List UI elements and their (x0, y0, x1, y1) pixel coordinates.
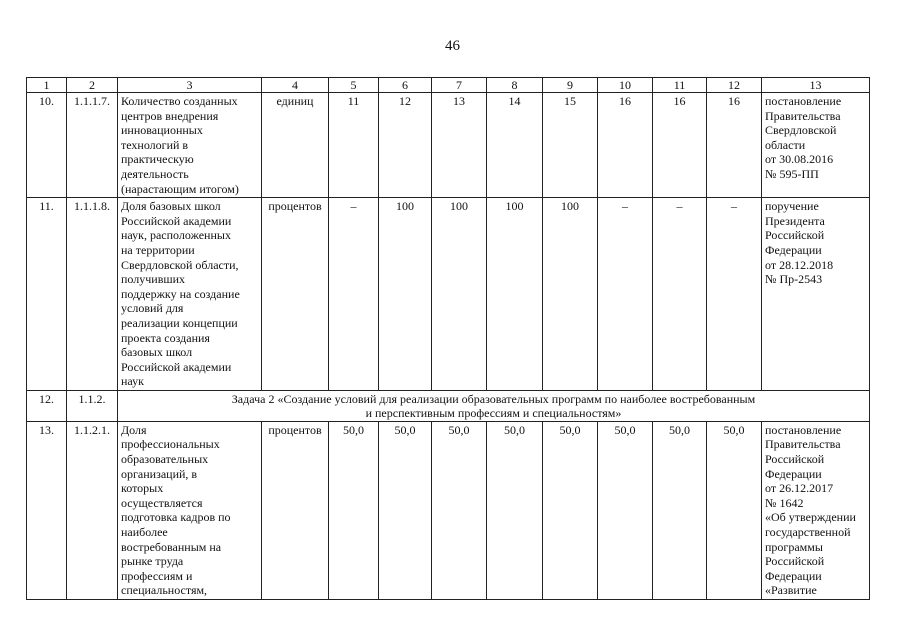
column-header: 2 (67, 78, 118, 93)
value-cell: 100 (487, 198, 543, 391)
value-cell: – (707, 198, 762, 391)
table-row (27, 198, 870, 391)
table-row (27, 93, 870, 198)
indicator-name: Количество созданных центров внедрения инновационных технологий в практическую деятельность (нарастающим итогом) (118, 93, 262, 198)
value-cell: 100 (379, 198, 432, 391)
row-number: 11. (27, 198, 67, 391)
basis-cell: постановление Правительства Российской Федерации от 26.12.2017 № 1642 «Об утверждении государственной программы Российской Федерации «Развитие (762, 421, 870, 599)
table-row (27, 390, 870, 421)
indicator-name: Доля базовых школ Российской академии наук, расположенных на территории Свердловской области, получивших поддержку на создание условий для реализации концепции проекта создания базовых школ Российской академии наук (118, 198, 262, 391)
column-header: 10 (598, 78, 653, 93)
basis-cell: постановление Правительства Свердловской области от 30.08.2016 № 595-ПП (762, 93, 870, 198)
value-cell: 50,0 (543, 421, 598, 599)
unit-cell: единиц (262, 93, 329, 198)
column-header: 7 (432, 78, 487, 93)
value-cell: 16 (653, 93, 707, 198)
value-cell: – (653, 198, 707, 391)
value-cell: 100 (543, 198, 598, 391)
value-cell: 100 (432, 198, 487, 391)
value-cell: 11 (329, 93, 379, 198)
value-cell: 16 (598, 93, 653, 198)
value-cell: 14 (487, 93, 543, 198)
table-row (27, 421, 870, 599)
value-cell: 50,0 (329, 421, 379, 599)
page-number: 46 (445, 38, 460, 54)
value-cell: 50,0 (707, 421, 762, 599)
unit-cell: процентов (262, 421, 329, 599)
value-cell: 16 (707, 93, 762, 198)
column-header: 8 (487, 78, 543, 93)
column-header: 4 (262, 78, 329, 93)
value-cell: – (329, 198, 379, 391)
column-header: 1 (27, 78, 67, 93)
value-cell: 50,0 (653, 421, 707, 599)
value-cell: 12 (379, 93, 432, 198)
column-header: 3 (118, 78, 262, 93)
row-number: 13. (27, 421, 67, 599)
column-header: 13 (762, 78, 870, 93)
basis-cell: поручение Президента Российской Федерации от 28.12.2018 № Пр-2543 (762, 198, 870, 391)
row-code: 1.1.2.1. (67, 421, 118, 599)
row-number: 10. (27, 93, 67, 198)
indicators-table (26, 77, 870, 600)
value-cell: 50,0 (432, 421, 487, 599)
value-cell: 50,0 (598, 421, 653, 599)
column-header: 12 (707, 78, 762, 93)
value-cell: 13 (432, 93, 487, 198)
column-header: 9 (543, 78, 598, 93)
unit-cell: процентов (262, 198, 329, 391)
row-code: 1.1.1.8. (67, 198, 118, 391)
column-header: 6 (379, 78, 432, 93)
row-code: 1.1.1.7. (67, 93, 118, 198)
value-cell: 50,0 (487, 421, 543, 599)
value-cell: – (598, 198, 653, 391)
header-row (27, 78, 870, 93)
value-cell: 15 (543, 93, 598, 198)
task-title: Задача 2 «Создание условий для реализации образовательных программ по наиболее востребованным и перспективным профессиям и специальностям» (118, 390, 870, 421)
value-cell: 50,0 (379, 421, 432, 599)
indicator-name: Доля профессиональных образовательных организаций, в которых осуществляется подготовка кадров по наиболее востребованным на рынке труда профессиям и специальностям, (118, 421, 262, 599)
column-header: 5 (329, 78, 379, 93)
row-number: 12. (27, 390, 67, 421)
row-code: 1.1.2. (67, 390, 118, 421)
column-header: 11 (653, 78, 707, 93)
